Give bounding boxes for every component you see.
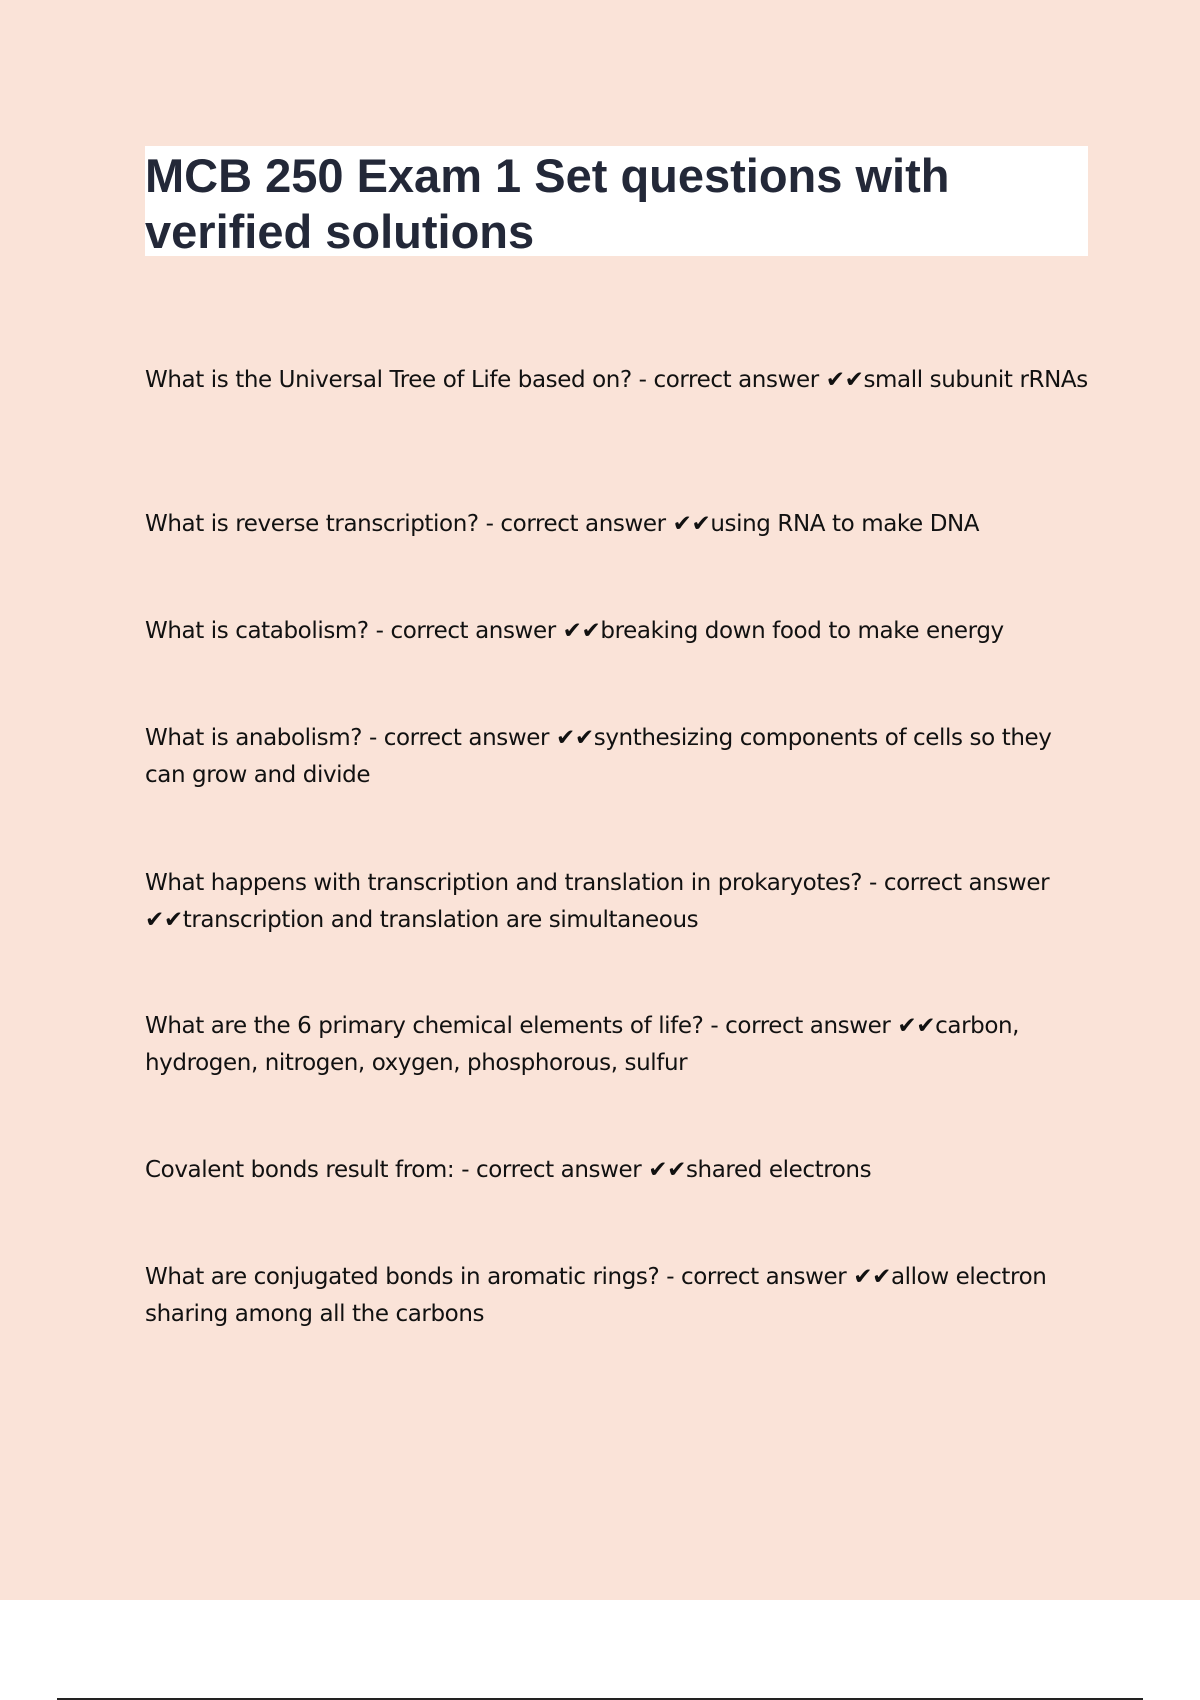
qa-item-6: What are the 6 primary chemical elements of life? - correct answer ✔✔carbon, hydrogen, nitrogen, oxygen, phosphorous, sulfur xyxy=(145,1013,1020,1076)
qa-item-1: What is the Universal Tree of Life based on? - correct answer ✔✔small subunit rRNAs xyxy=(145,367,1088,393)
qa-item-2: What is reverse transcription? - correct answer ✔✔using RNA to make DNA xyxy=(145,511,980,537)
qa-item-5: What happens with transcription and translation in prokaryotes? - correct answer ✔✔transcription and translation are simultaneous xyxy=(145,870,1050,933)
qa-item-8: What are conjugated bonds in aromatic rings? - correct answer ✔✔allow electron sharing among all the carbons xyxy=(145,1264,1047,1327)
qa-item-4: What is anabolism? - correct answer ✔✔synthesizing components of cells so they can grow and divide xyxy=(145,725,1052,788)
qa-item-7: Covalent bonds result from: - correct answer ✔✔shared electrons xyxy=(145,1157,872,1183)
document-title: MCB 250 Exam 1 Set questions with verified solutions xyxy=(145,149,950,258)
title-box xyxy=(145,146,1088,256)
qa-item-3: What is catabolism? - correct answer ✔✔breaking down food to make energy xyxy=(145,618,1004,644)
